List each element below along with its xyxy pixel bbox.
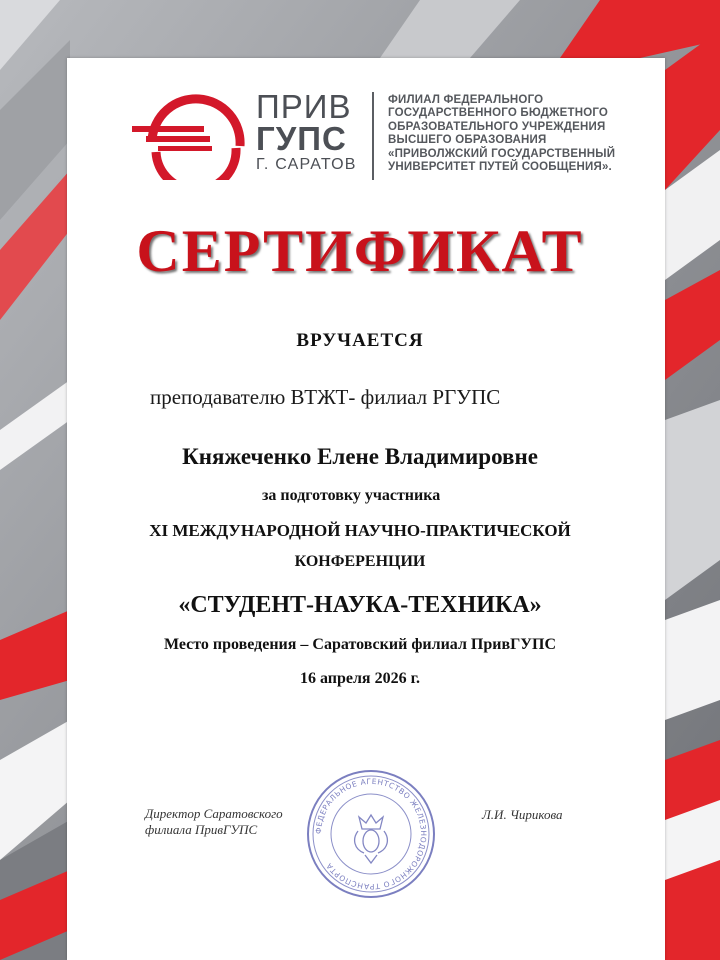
award-reason: за подготовку участника [262, 487, 441, 504]
organization-line: ВЫСШЕГО ОБРАЗОВАНИЯ [388, 134, 547, 147]
organization-line: ОБРАЗОВАТЕЛЬНОГО УЧРЕЖДЕНИЯ [388, 120, 606, 133]
certificate-title: СЕРТИФИКАТ [136, 218, 584, 284]
event-date: 16 апреля 2026 г. [299, 670, 421, 687]
organization-line: «ПРИВОЛЖСКИЙ ГОСУДАРСТВЕННЫЙ [388, 147, 616, 160]
signatory-name: Л.И. Чирикова [482, 807, 563, 822]
signatory-role-line1: Директор Саратовского [145, 806, 283, 821]
organization-name [388, 94, 628, 174]
conference-name: «СТУДЕНТ-НАУКА-ТЕХНИКА» [178, 592, 542, 618]
organization-line: УНИВЕРСИТЕТ ПУТЕЙ СООБЩЕНИЯ». [388, 161, 612, 174]
logo-city: Г. САРАТОВ [256, 156, 357, 173]
official-stamp-icon [304, 767, 438, 901]
organization-line: ГОСУДАРСТВЕННОГО БЮДЖЕТНОГО [388, 107, 609, 120]
conference-line1: XI МЕЖДУНАРОДНОЙ НАУЧНО-ПРАКТИЧЕСКОЙ [149, 521, 571, 540]
privgups-logo-icon [132, 88, 246, 180]
venue: Место проведения – Саратовский филиал ПривГУПС [163, 636, 557, 653]
logo-divider [372, 92, 374, 180]
logo-word-line2: ГУПС [256, 120, 347, 157]
signatory-role-line2: филиала ПривГУПС [145, 822, 258, 837]
organization-line: ФИЛИАЛ ФЕДЕРАЛЬНОГО [388, 94, 544, 106]
awarded-label: ВРУЧАЕТСЯ [296, 330, 424, 351]
stamp-text: ФЕДЕРАЛЬНОЕ АГЕНТСТВО ЖЕЛЕЗНОДОРОЖНОГО ТРАНСПОРТА [313, 776, 429, 892]
logo-word-line1: ПРИВ [256, 88, 352, 125]
signatory-role [145, 806, 283, 838]
recipient-position: преподавателю ВТЖТ- филиал РГУПС [150, 385, 501, 409]
recipient-name: Княжеченко Елене Владимировне [182, 444, 538, 469]
conference-line2: КОНФЕРЕНЦИИ [294, 553, 426, 570]
